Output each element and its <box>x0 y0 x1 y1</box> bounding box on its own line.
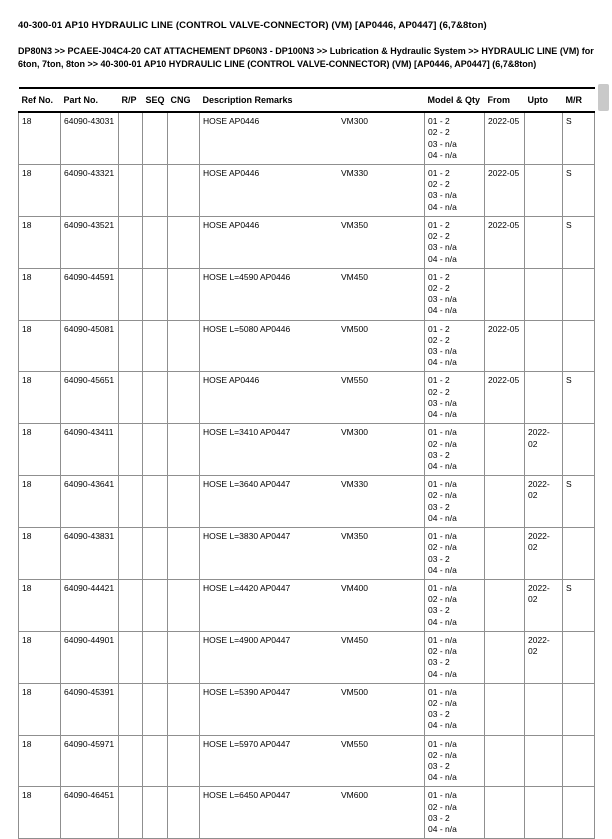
column-header-cng: CNG <box>168 88 200 112</box>
model-qty-line: 02 - n/a <box>428 646 457 657</box>
part-no-cell: 64090-44591 <box>61 268 119 320</box>
from-cell: 2022-05 <box>485 216 525 268</box>
model-qty-cell <box>425 631 485 683</box>
model-qty-line: 02 - n/a <box>428 542 457 553</box>
model-qty-line: 01 - n/a <box>428 634 457 645</box>
cng-cell <box>168 476 200 528</box>
model-qty-line: 04 - n/a <box>428 564 457 575</box>
seq-cell <box>143 424 168 476</box>
part-no-cell: 64090-43031 <box>61 112 119 164</box>
ref-no-cell: 18 <box>19 631 61 683</box>
cng-cell <box>168 735 200 787</box>
ref-no-cell: 18 <box>19 216 61 268</box>
from-cell: 2022-05 <box>485 372 525 424</box>
description-text: HOSE L=5080 AP0446 <box>203 323 291 334</box>
description-cell <box>200 787 425 839</box>
mr-cell: S <box>563 372 595 424</box>
mr-cell <box>563 631 595 683</box>
column-header-description-remarks: Description Remarks <box>200 88 425 112</box>
cng-cell <box>168 579 200 631</box>
cng-cell <box>168 528 200 580</box>
cng-cell <box>168 320 200 372</box>
model-qty-line: 03 - 2 <box>428 449 450 460</box>
remark-text: VM350 <box>341 531 368 542</box>
model-qty-line: 04 - n/a <box>428 461 457 471</box>
part-no-cell: 64090-44421 <box>61 579 119 631</box>
from-cell <box>485 735 525 787</box>
cng-cell <box>168 372 200 424</box>
cng-cell <box>168 164 200 216</box>
model-qty-line: 03 - 2 <box>428 553 450 564</box>
upto-cell <box>525 787 563 839</box>
upto-cell <box>525 164 563 216</box>
column-header-seq: SEQ <box>143 88 168 112</box>
description-cell <box>200 424 425 476</box>
ref-no-cell: 18 <box>19 372 61 424</box>
description-text: HOSE L=4420 AP0447 <box>203 582 291 593</box>
part-no-cell: 64090-45971 <box>61 735 119 787</box>
description-text: HOSE L=5390 AP0447 <box>203 686 291 697</box>
seq-cell <box>143 735 168 787</box>
cng-cell <box>168 216 200 268</box>
seq-cell <box>143 579 168 631</box>
ref-no-cell: 18 <box>19 268 61 320</box>
table-row <box>19 683 595 735</box>
model-qty-cell <box>425 735 485 787</box>
ref-no-cell: 18 <box>19 735 61 787</box>
model-qty-line: 01 - 2 <box>428 271 450 282</box>
model-qty-line: 03 - n/a <box>428 294 457 305</box>
upto-cell <box>525 268 563 320</box>
remark-text: VM550 <box>341 738 368 749</box>
description-text: HOSE L=6450 AP0447 <box>203 790 291 801</box>
model-qty-line: 02 - 2 <box>428 386 450 397</box>
model-qty-line: 04 - n/a <box>428 616 457 627</box>
part-no-cell: 64090-43831 <box>61 528 119 580</box>
parts-table <box>18 87 595 839</box>
part-no-cell: 64090-43521 <box>61 216 119 268</box>
model-qty-cell <box>425 164 485 216</box>
description-text: HOSE L=3410 AP0447 <box>203 427 291 438</box>
seq-cell <box>143 787 168 839</box>
description-cell <box>200 631 425 683</box>
ref-no-cell: 18 <box>19 476 61 528</box>
model-qty-line: 04 - n/a <box>428 772 457 783</box>
rp-cell <box>119 164 143 216</box>
from-cell <box>485 631 525 683</box>
table-row <box>19 112 595 164</box>
seq-cell <box>143 528 168 580</box>
model-qty-line: 02 - n/a <box>428 594 457 605</box>
part-no-cell: 64090-43321 <box>61 164 119 216</box>
from-cell <box>485 528 525 580</box>
part-no-cell: 64090-43641 <box>61 476 119 528</box>
seq-cell <box>143 683 168 735</box>
table-header-row <box>19 88 595 112</box>
mr-cell <box>563 735 595 787</box>
model-qty-cell <box>425 320 485 372</box>
upto-cell <box>525 320 563 372</box>
seq-cell <box>143 476 168 528</box>
rp-cell <box>119 372 143 424</box>
seq-cell <box>143 112 168 164</box>
model-qty-cell <box>425 476 485 528</box>
part-no-cell: 64090-44901 <box>61 631 119 683</box>
remark-text: VM300 <box>341 427 368 438</box>
table-row <box>19 320 595 372</box>
model-qty-line: 03 - n/a <box>428 138 457 149</box>
remark-text: VM500 <box>341 323 368 334</box>
model-qty-line: 01 - 2 <box>428 323 450 334</box>
seq-cell <box>143 320 168 372</box>
ref-no-cell: 18 <box>19 164 61 216</box>
model-qty-line: 01 - 2 <box>428 167 450 178</box>
rp-cell <box>119 735 143 787</box>
model-qty-line: 03 - 2 <box>428 657 450 668</box>
model-qty-line: 01 - 2 <box>428 116 450 127</box>
remark-text: VM330 <box>341 479 368 490</box>
model-qty-line: 04 - n/a <box>428 409 457 420</box>
model-qty-cell <box>425 424 485 476</box>
model-qty-line: 01 - 2 <box>428 375 450 386</box>
column-header-part-no: Part No. <box>61 88 119 112</box>
ref-no-cell: 18 <box>19 424 61 476</box>
upto-cell: 2022-02 <box>525 476 563 528</box>
rp-cell <box>119 787 143 839</box>
description-cell <box>200 372 425 424</box>
mr-cell <box>563 683 595 735</box>
model-qty-line: 01 - n/a <box>428 531 457 542</box>
from-cell <box>485 683 525 735</box>
model-qty-line: 02 - 2 <box>428 334 450 345</box>
upto-cell: 2022-02 <box>525 528 563 580</box>
from-cell <box>485 579 525 631</box>
column-header-from: From <box>485 88 525 112</box>
model-qty-line: 04 - n/a <box>428 201 457 212</box>
ref-no-cell: 18 <box>19 528 61 580</box>
cng-cell <box>168 112 200 164</box>
rp-cell <box>119 631 143 683</box>
cng-cell <box>168 268 200 320</box>
model-qty-line: 01 - n/a <box>428 479 457 490</box>
mr-cell <box>563 528 595 580</box>
mr-cell: S <box>563 216 595 268</box>
model-qty-line: 02 - 2 <box>428 179 450 190</box>
description-cell <box>200 268 425 320</box>
model-qty-cell <box>425 216 485 268</box>
rp-cell <box>119 528 143 580</box>
model-qty-cell <box>425 268 485 320</box>
table-row <box>19 735 595 787</box>
model-qty-line: 03 - 2 <box>428 501 450 512</box>
column-header-model-qty: Model & Qty <box>425 88 485 112</box>
rp-cell <box>119 579 143 631</box>
from-cell: 2022-05 <box>485 112 525 164</box>
upto-cell: 2022-02 <box>525 631 563 683</box>
model-qty-line: 04 - n/a <box>428 149 457 160</box>
from-cell: 2022-05 <box>485 164 525 216</box>
model-qty-line: 02 - 2 <box>428 127 450 138</box>
rp-cell <box>119 216 143 268</box>
rp-cell <box>119 112 143 164</box>
description-cell <box>200 320 425 372</box>
model-qty-cell <box>425 528 485 580</box>
from-cell <box>485 424 525 476</box>
model-qty-line: 04 - n/a <box>428 824 457 835</box>
seq-cell <box>143 216 168 268</box>
model-qty-line: 01 - n/a <box>428 686 457 697</box>
model-qty-line: 02 - n/a <box>428 438 457 449</box>
mr-cell: S <box>563 579 595 631</box>
upto-cell <box>525 735 563 787</box>
table-row <box>19 476 595 528</box>
part-no-cell: 64090-45651 <box>61 372 119 424</box>
description-cell <box>200 112 425 164</box>
table-row <box>19 787 595 839</box>
remark-text: VM500 <box>341 686 368 697</box>
model-qty-cell <box>425 787 485 839</box>
description-cell <box>200 735 425 787</box>
model-qty-line: 03 - 2 <box>428 605 450 616</box>
upto-cell: 2022-02 <box>525 424 563 476</box>
model-qty-line: 01 - 2 <box>428 219 450 230</box>
cng-cell <box>168 631 200 683</box>
breadcrumb: DP80N3 >> PCAEE-J04C4-20 CAT ATTACHEMENT DP60N3 - DP100N3 >> Lubrication & Hydraulic System >> HYDRAULIC LINE (VM) for 6ton, 7ton, 8ton >> 40-300-01 AP10 HYDRAULIC LINE (CONTROL VALVE-CONNECTOR) (VM) [AP0446, AP0447] (6,7&8ton) <box>18 46 594 70</box>
description-text: HOSE L=3640 AP0447 <box>203 479 291 490</box>
description-cell <box>200 164 425 216</box>
model-qty-line: 04 - n/a <box>428 668 457 679</box>
from-cell <box>485 268 525 320</box>
table-row <box>19 528 595 580</box>
remark-text: VM450 <box>341 634 368 645</box>
upto-cell <box>525 372 563 424</box>
model-qty-line: 03 - n/a <box>428 190 457 201</box>
table-row <box>19 424 595 476</box>
description-text: HOSE AP0446 <box>203 167 260 178</box>
table-row <box>19 631 595 683</box>
column-header-upto: Upto <box>525 88 563 112</box>
remark-text: VM300 <box>341 116 368 127</box>
remark-text: VM350 <box>341 219 368 230</box>
rp-cell <box>119 268 143 320</box>
description-cell <box>200 683 425 735</box>
model-qty-line: 04 - n/a <box>428 253 457 264</box>
seq-cell <box>143 268 168 320</box>
cng-cell <box>168 787 200 839</box>
page-title: 40-300-01 AP10 HYDRAULIC LINE (CONTROL VALVE-CONNECTOR) (VM) [AP0446, AP0447] (6,7&8ton) <box>18 20 487 31</box>
model-qty-line: 02 - n/a <box>428 749 457 760</box>
ref-no-cell: 18 <box>19 112 61 164</box>
seq-cell <box>143 631 168 683</box>
mr-cell <box>563 424 595 476</box>
mr-cell: S <box>563 112 595 164</box>
column-header-r-p: R/P <box>119 88 143 112</box>
upto-cell: 2022-02 <box>525 579 563 631</box>
from-cell <box>485 476 525 528</box>
model-qty-line: 04 - n/a <box>428 305 457 316</box>
mr-cell <box>563 787 595 839</box>
seq-cell <box>143 372 168 424</box>
model-qty-line: 04 - n/a <box>428 512 457 523</box>
mr-cell <box>563 320 595 372</box>
remark-text: VM600 <box>341 790 368 801</box>
table-row <box>19 372 595 424</box>
model-qty-line: 01 - n/a <box>428 427 457 438</box>
description-text: HOSE AP0446 <box>203 219 260 230</box>
rp-cell <box>119 424 143 476</box>
part-no-cell: 64090-46451 <box>61 787 119 839</box>
model-qty-cell <box>425 372 485 424</box>
model-qty-line: 03 - n/a <box>428 242 457 253</box>
from-cell: 2022-05 <box>485 320 525 372</box>
part-no-cell: 64090-45391 <box>61 683 119 735</box>
model-qty-line: 04 - n/a <box>428 357 457 368</box>
remark-text: VM450 <box>341 271 368 282</box>
description-text: HOSE AP0446 <box>203 116 260 127</box>
table-row <box>19 164 595 216</box>
remark-text: VM550 <box>341 375 368 386</box>
upto-cell <box>525 112 563 164</box>
scrollbar[interactable] <box>598 84 609 779</box>
part-no-cell: 64090-43411 <box>61 424 119 476</box>
rp-cell <box>119 476 143 528</box>
column-header-m-r: M/R <box>563 88 595 112</box>
cng-cell <box>168 683 200 735</box>
model-qty-cell <box>425 579 485 631</box>
from-cell <box>485 787 525 839</box>
mr-cell <box>563 268 595 320</box>
description-cell <box>200 579 425 631</box>
description-cell <box>200 476 425 528</box>
part-no-cell: 64090-45081 <box>61 320 119 372</box>
ref-no-cell: 18 <box>19 787 61 839</box>
mr-cell: S <box>563 164 595 216</box>
column-header-ref-no: Ref No. <box>19 88 61 112</box>
rp-cell <box>119 683 143 735</box>
scrollbar-thumb[interactable] <box>598 84 609 111</box>
model-qty-line: 03 - 2 <box>428 709 450 720</box>
rp-cell <box>119 320 143 372</box>
cng-cell <box>168 424 200 476</box>
table-row <box>19 216 595 268</box>
seq-cell <box>143 164 168 216</box>
mr-cell: S <box>563 476 595 528</box>
description-text: HOSE L=4900 AP0447 <box>203 634 291 645</box>
description-cell <box>200 216 425 268</box>
model-qty-line: 03 - n/a <box>428 346 457 357</box>
model-qty-line: 01 - n/a <box>428 790 457 801</box>
description-cell <box>200 528 425 580</box>
model-qty-cell <box>425 683 485 735</box>
upto-cell <box>525 216 563 268</box>
model-qty-line: 03 - n/a <box>428 397 457 408</box>
ref-no-cell: 18 <box>19 579 61 631</box>
model-qty-line: 02 - 2 <box>428 282 450 293</box>
description-text: HOSE L=4590 AP0446 <box>203 271 291 282</box>
model-qty-line: 01 - n/a <box>428 582 457 593</box>
model-qty-line: 01 - n/a <box>428 738 457 749</box>
description-text: HOSE AP0446 <box>203 375 260 386</box>
description-text: HOSE L=5970 AP0447 <box>203 738 291 749</box>
model-qty-cell <box>425 112 485 164</box>
remark-text: VM400 <box>341 582 368 593</box>
model-qty-line: 02 - n/a <box>428 801 457 812</box>
model-qty-line: 04 - n/a <box>428 720 457 731</box>
upto-cell <box>525 683 563 735</box>
remark-text: VM330 <box>341 167 368 178</box>
ref-no-cell: 18 <box>19 683 61 735</box>
model-qty-line: 02 - 2 <box>428 231 450 242</box>
ref-no-cell: 18 <box>19 320 61 372</box>
model-qty-line: 02 - n/a <box>428 697 457 708</box>
description-text: HOSE L=3830 AP0447 <box>203 531 291 542</box>
model-qty-line: 03 - 2 <box>428 812 450 823</box>
model-qty-line: 03 - 2 <box>428 761 450 772</box>
table-row <box>19 579 595 631</box>
model-qty-line: 02 - n/a <box>428 490 457 501</box>
table-row <box>19 268 595 320</box>
